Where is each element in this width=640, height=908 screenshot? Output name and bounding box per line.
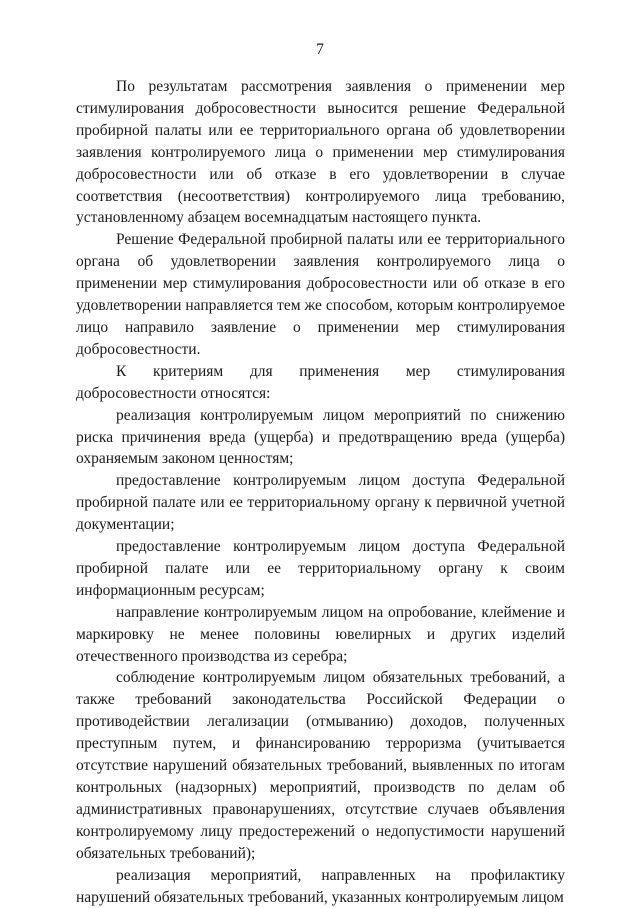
criterion-information-access: предоставление контролируемым лицом доступа Федеральной пробирной палате или ее территориальному органу к своим информационным ресурсам; (76, 538, 565, 599)
criterion-risk-reduction: реализация контролируемым лицом мероприятий по снижению риска причинения вреда (ущерба) и предотвращению вреда (ущерба) охраняемым законом ценностям; (76, 406, 565, 468)
document-body (76, 76, 565, 908)
page-number: 7 (316, 41, 324, 58)
criterion-silver-assay: направление контролируемым лицом на опробование, клеймение и маркировку не менее половины ювелирных и других изделий отечественного производства из серебра; (76, 603, 565, 665)
criterion-accounting-access: предоставление контролируемым лицом доступа Федеральной пробирной палате или ее территориальному органу к первичной учетной документации; (76, 472, 565, 534)
paragraph-criteria-intro: К критериям для применения мер стимулирования добросовестности относятся: (76, 362, 565, 402)
criterion-compliance: соблюдение контролируемым лицом обязательных требований, а также требований законодательства Российской Федерации о противодействии легализации (отмыванию) доходов, полученных преступным путем, и финансированию терроризма (учитывается отсутствие нарушений обязательных требований, выявленных по итогам контрольных (надзорных) мероприятий, производств по делам об административных правонарушениях, отсутствие случаев объявления контролируемому лицу предостережений о недопустимости нарушений обязательных требований); (76, 669, 565, 862)
paragraph-decision-outcome: По результатам рассмотрения заявления о применении мер стимулирования добросовестности выносится решение Федеральной пробирной палаты или ее территориального органа об удовлетворении заявления контролируемого лица о применении мер стимулирования добросовестности или об отказе в его удовлетворении в случае соответствия (несоответствия) контролируемого лица требованию, установленному абзацем восемнадцатым настоящего пункта. (76, 78, 565, 227)
criterion-prevention: реализация мероприятий, направленных на профилактику нарушений обязательных требований, указанных контролируемым лицом (76, 866, 565, 906)
paragraph-decision-delivery: Решение Федеральной пробирной палаты или ее территориального органа об удовлетворении заявления контролируемого лица о применении мер стимулирования добросовестности или об отказе в его удовлетворении направляется тем же способом, которым контролируемое лицо направило заявление о применении мер стимулирования добросовестности. (76, 231, 565, 358)
